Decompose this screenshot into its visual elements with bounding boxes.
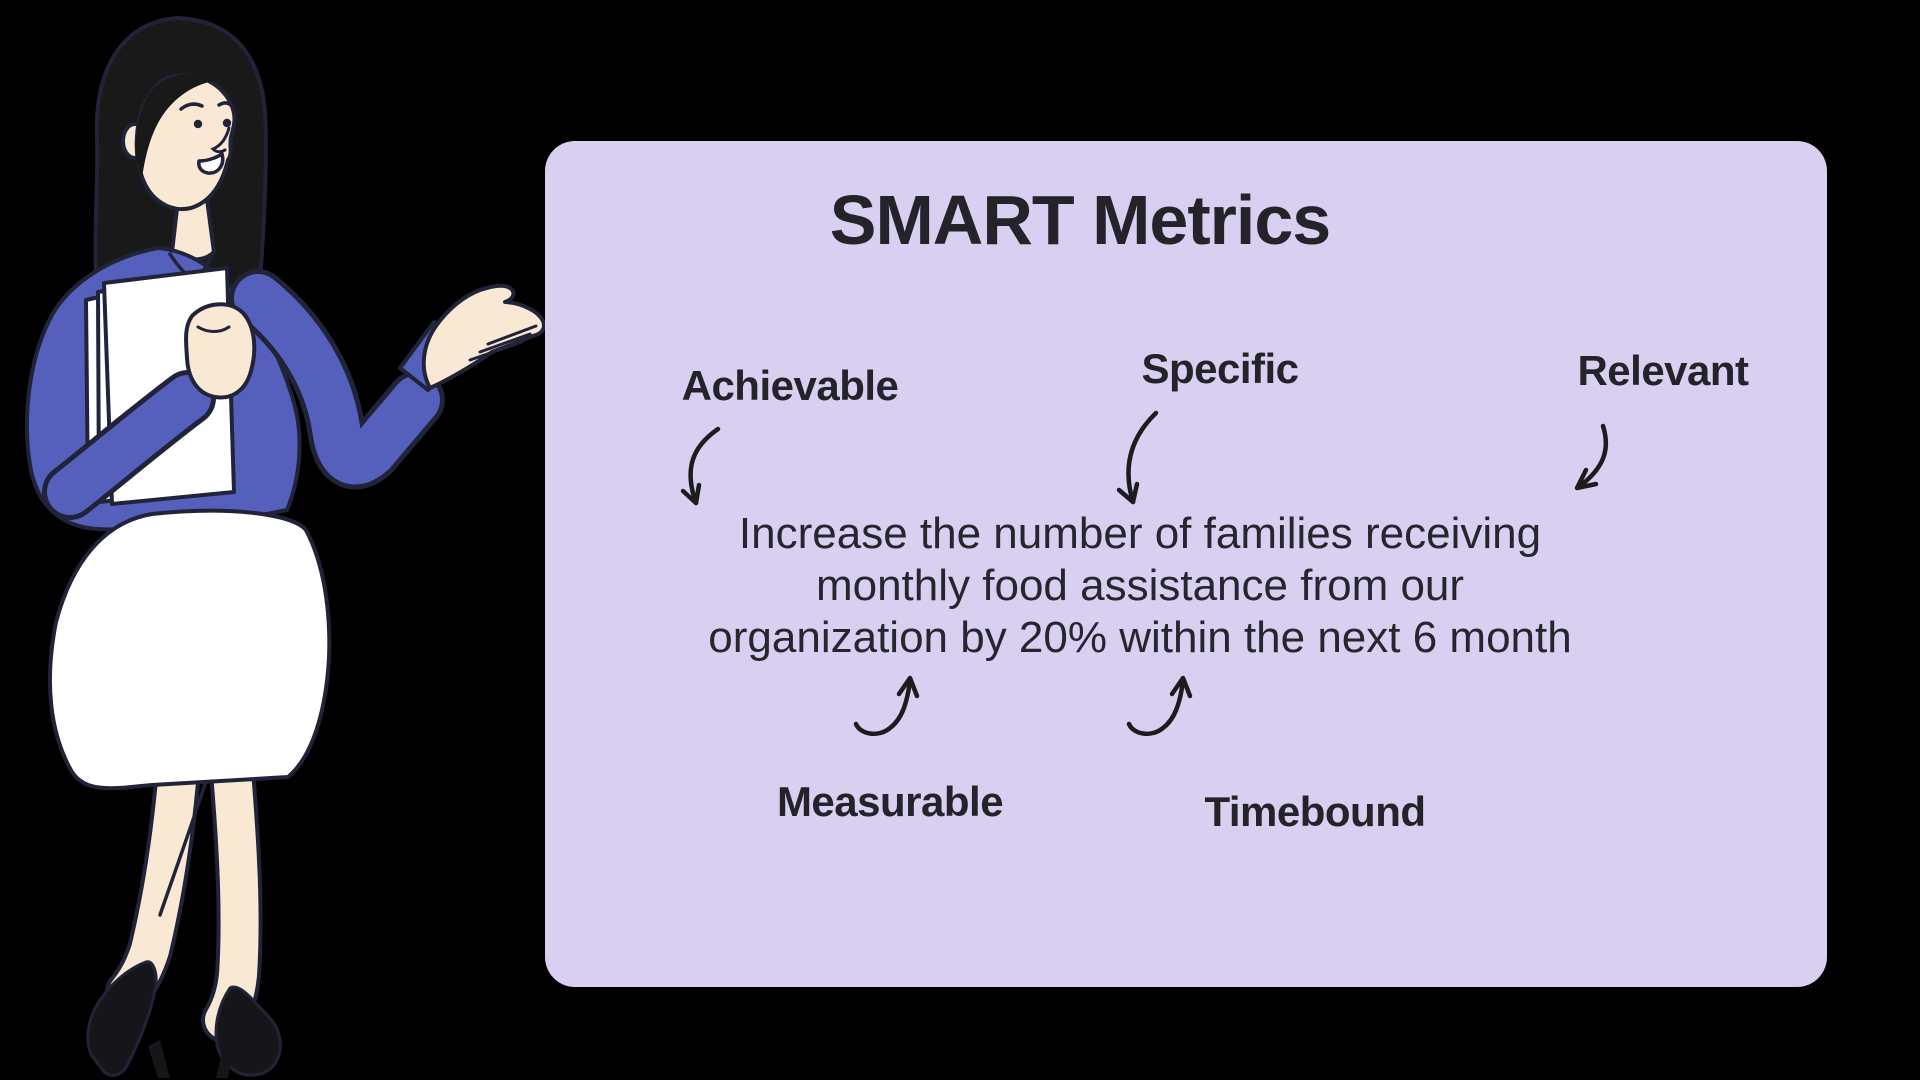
eye-right [223, 119, 231, 127]
achievable-arrow-icon [672, 423, 732, 518]
measurable-arrow-icon [850, 666, 922, 740]
shoe-front-heel [148, 1040, 170, 1078]
shoe-front [88, 962, 156, 1075]
label-relevant: Relevant [1577, 347, 1749, 394]
goal-line-1: Increase the number of families receiving [738, 509, 1542, 558]
label-specific: Specific [1141, 345, 1299, 392]
goal-line-3: organization by 20% within the next 6 month [708, 613, 1572, 662]
specific-arrow-icon [1112, 406, 1168, 514]
goal-line-2: monthly food assistance from our [815, 561, 1465, 610]
card-title: SMART Metrics [829, 181, 1331, 259]
label-achievable: Achievable [681, 362, 899, 409]
label-measurable: Measurable [776, 778, 1004, 825]
leg-back [224, 772, 240, 1020]
relevant-arrow-icon [1562, 420, 1620, 496]
presenter-illustration [0, 0, 580, 1080]
eye-left [194, 120, 202, 128]
goal-statement [708, 508, 1571, 664]
skirt [50, 511, 329, 789]
fist [186, 304, 254, 397]
label-timebound: Timebound [1204, 788, 1426, 835]
timebound-arrow-icon [1123, 666, 1195, 740]
